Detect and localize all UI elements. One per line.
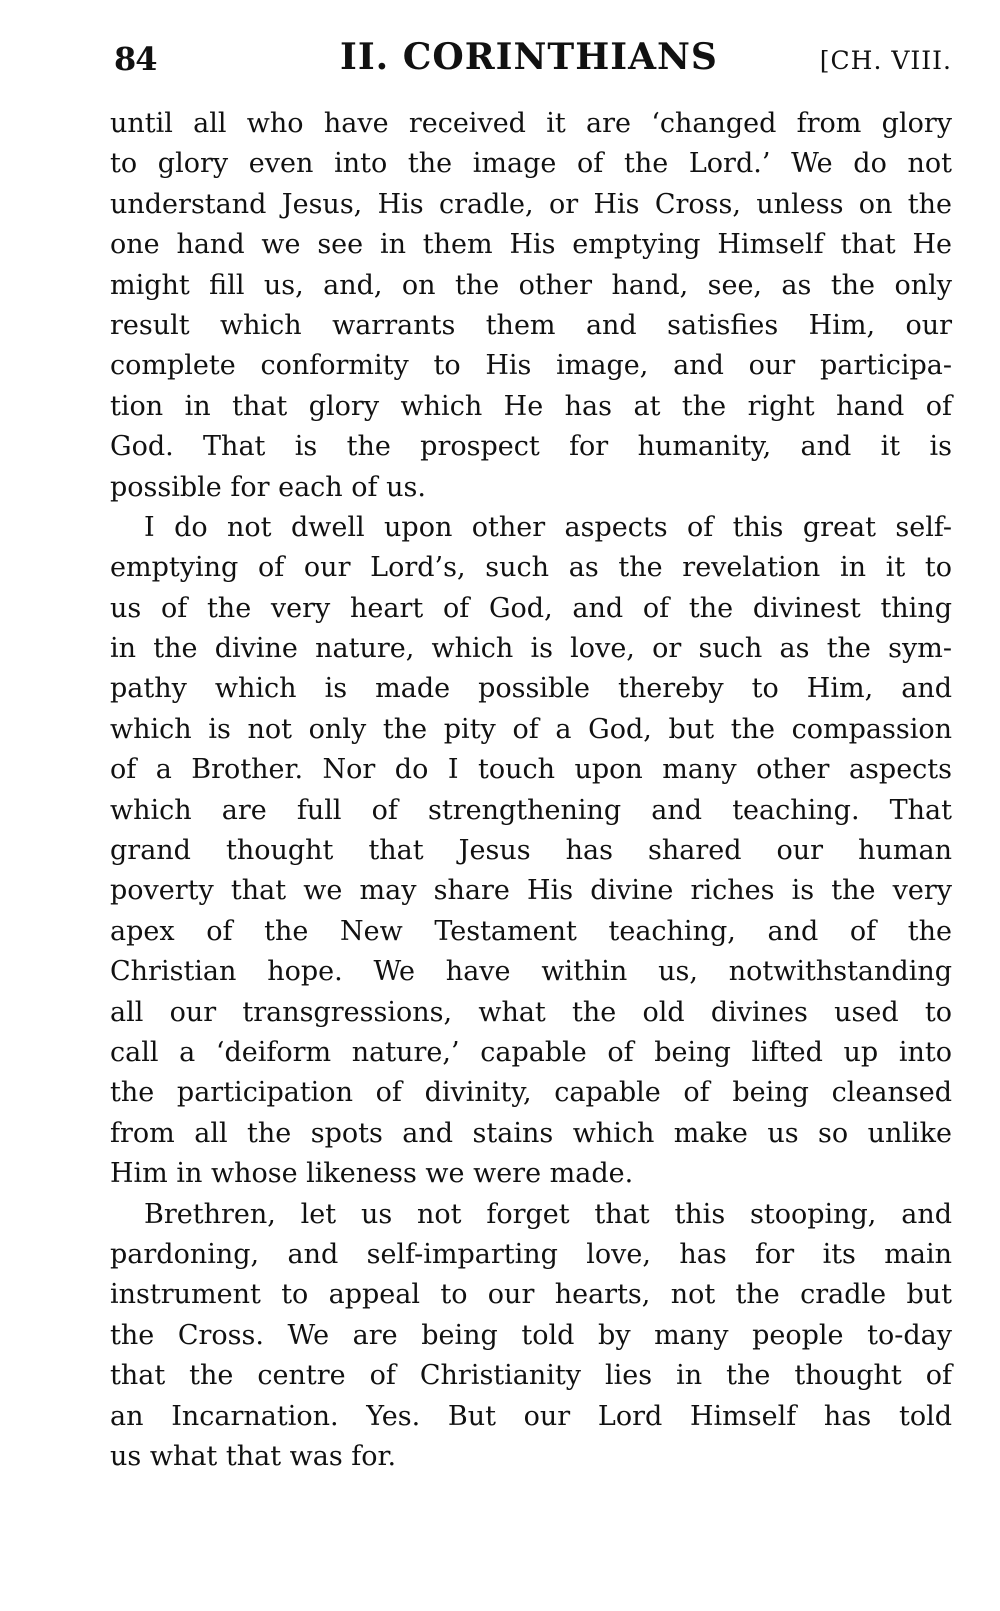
text-line: tion in that glory which He has at the right hand of [110,390,952,422]
text-line: result which warrants them and satisfies Him, our [110,309,952,341]
text-line: us of the very heart of God, and of the divinest thing [110,592,952,624]
text-line: pardoning, and self-imparting love, has for its main [110,1238,952,1270]
text-line: might fill us, and, on the other hand, see, as the only [110,269,952,301]
text-line: all our transgressions, what the old divines used to [110,996,952,1028]
text-line: instrument to appeal to our hearts, not the cradle but [110,1279,952,1311]
text-line: which is not only the pity of a God, but the compassion [110,713,952,745]
page-number: 84 [114,40,157,78]
text-line: I do not dwell upon other aspects of this great self- [144,511,952,543]
text-line: Brethren, let us not forget that this stooping, and [144,1198,952,1230]
text-line: in the divine nature, which is love, or such as the sym- [110,633,952,665]
text-line: poverty that we may share His divine riches is the very [110,875,952,907]
paragraph-3 [110,1195,952,1478]
text-line: understand Jesus, His cradle, or His Cross, unless on the [110,188,952,220]
text-line: an Incarnation. Yes. But our Lord Himself has told [110,1400,952,1432]
running-head [110,36,952,84]
text-line: God. That is the prospect for humanity, and it is [110,431,952,463]
text-line: pathy which is made possible thereby to Him, and [110,673,952,705]
paragraph-2 [110,508,952,1195]
text-line: possible for each of us. [110,471,426,503]
text-line: to glory even into the image of the Lord.’ We do not [110,148,952,180]
body-text [110,104,952,1477]
text-line: emptying of our Lord’s, such as the revelation in it to [110,552,952,584]
text-line: which are full of strengthening and teaching. That [110,794,952,826]
text-line: complete conformity to His image, and our participa- [110,350,952,382]
text-line: of a Brother. Nor do I touch upon many other aspects [110,754,952,786]
text-line: call a ‘deiform nature,’ capable of being lifted up into [110,1036,952,1068]
book-title: II. CORINTHIANS [340,36,718,78]
text-line: until all who have received it are ‘changed from glory [110,108,952,139]
text-line: us what that was for. [110,1440,397,1472]
chapter-reference: [CH. VIII. [819,46,952,75]
text-line: that the centre of Christianity lies in the thought of [110,1360,952,1392]
text-line: Him in whose likeness we were made. [110,1158,634,1190]
text-line: one hand we see in them His emptying Himself that He [110,229,952,261]
text-line: grand thought that Jesus has shared our human [110,835,952,867]
paragraph-1 [110,104,952,508]
text-line: the Cross. We are being told by many people to-day [110,1319,952,1351]
text-line: from all the spots and stains which make us so unlike [110,1117,952,1149]
text-line: Christian hope. We have within us, notwithstanding [110,956,952,988]
text-line: apex of the New Testament teaching, and of the [110,915,952,947]
text-line: the participation of divinity, capable of being cleansed [110,1077,952,1109]
